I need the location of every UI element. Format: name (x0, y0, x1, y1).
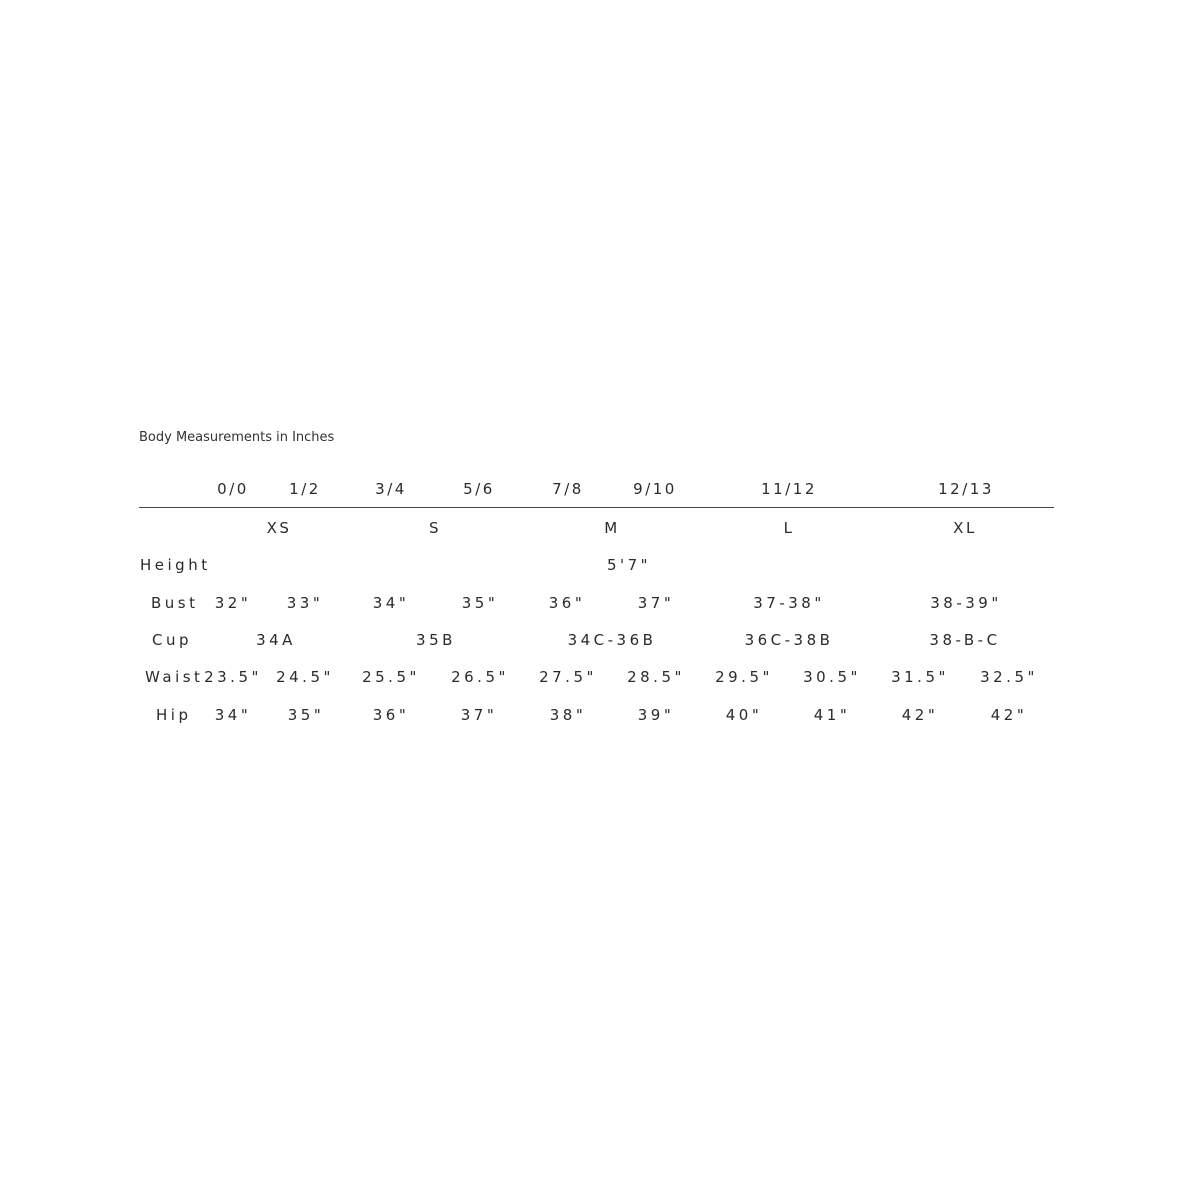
letter-size-cell: XL (953, 519, 977, 537)
waist-value: 29.5" (715, 668, 773, 686)
height-value: 5'7" (606, 556, 652, 574)
bust-value: 34" (372, 594, 410, 612)
waist-value: 27.5" (539, 668, 597, 686)
waist-label: Waist (145, 668, 204, 686)
waist-value: 26.5" (451, 668, 509, 686)
hip-value: 42" (990, 706, 1028, 724)
letter-size-cell: L (783, 519, 795, 537)
waist-value: 28.5" (627, 668, 685, 686)
bust-label: Bust (151, 594, 199, 612)
cup-value: 34C-36B (567, 631, 657, 649)
waist-value: 23.5" (204, 668, 262, 686)
hip-value: 42" (901, 706, 939, 724)
height-label: Height (140, 556, 211, 574)
letter-size-cell: XS (266, 519, 292, 537)
size-header-cell: 0/0 (217, 480, 249, 498)
bust-value: 37-38" (753, 594, 825, 612)
cup-label: Cup (152, 631, 193, 649)
hip-value: 39" (637, 706, 675, 724)
waist-value: 32.5" (980, 668, 1038, 686)
size-header-cell: 7/8 (552, 480, 584, 498)
hip-value: 40" (725, 706, 763, 724)
waist-value: 31.5" (891, 668, 949, 686)
hip-value: 35" (287, 706, 325, 724)
bust-value: 37" (637, 594, 675, 612)
bust-value: 33" (286, 594, 324, 612)
waist-value: 24.5" (276, 668, 334, 686)
cup-value: 38-B-C (929, 631, 1001, 649)
letter-size-cell: M (604, 519, 620, 537)
size-header-cell: 5/6 (463, 480, 495, 498)
hip-value: 34" (214, 706, 252, 724)
letter-size-cell: S (428, 519, 442, 537)
size-header-cell: 1/2 (289, 480, 321, 498)
bust-value: 35" (461, 594, 499, 612)
size-header-cell: 9/10 (633, 480, 677, 498)
chart-title: Body Measurements in Inches (139, 430, 335, 445)
hip-value: 36" (372, 706, 410, 724)
size-header-cell: 3/4 (375, 480, 407, 498)
hip-label: Hip (156, 706, 192, 724)
hip-value: 38" (549, 706, 587, 724)
size-header-cell: 12/13 (938, 480, 994, 498)
bust-value: 32" (214, 594, 252, 612)
waist-value: 30.5" (803, 668, 861, 686)
cup-value: 36C-38B (744, 631, 834, 649)
cup-value: 34A (256, 631, 296, 649)
cup-value: 35B (416, 631, 456, 649)
bust-value: 38-39" (930, 594, 1002, 612)
hip-value: 41" (813, 706, 851, 724)
hip-value: 37" (460, 706, 498, 724)
bust-value: 36" (548, 594, 586, 612)
size-header-cell: 11/12 (761, 480, 817, 498)
waist-value: 25.5" (362, 668, 420, 686)
header-divider (139, 507, 1054, 508)
